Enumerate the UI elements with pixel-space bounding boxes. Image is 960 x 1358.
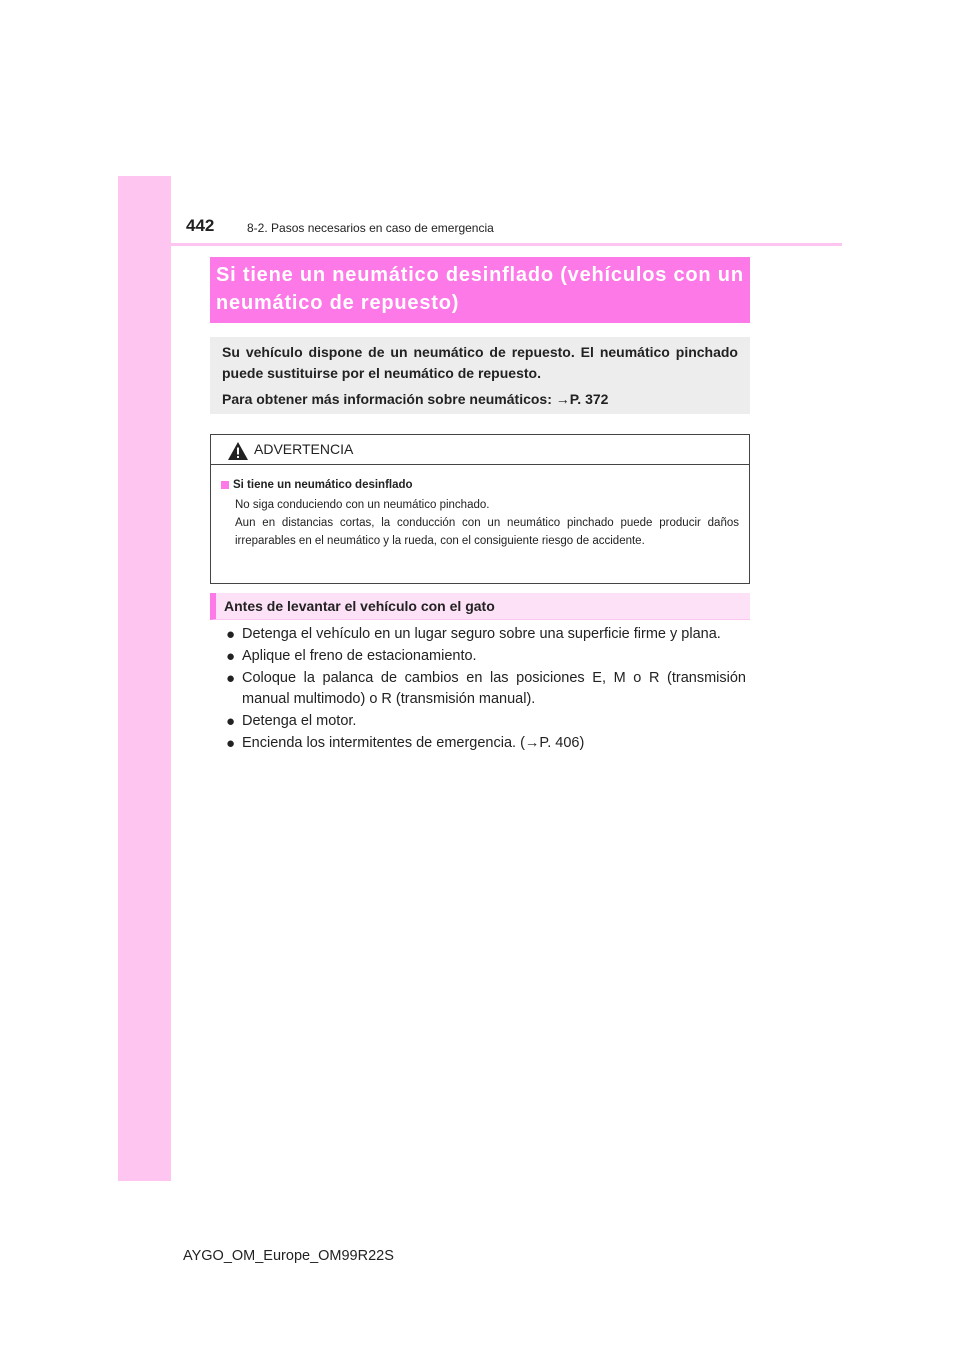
list-item [226, 624, 746, 645]
section-heading [210, 593, 750, 620]
list-item [226, 733, 746, 754]
list-item-text: Coloque la palanca de cambios en las posiciones E, M o R (transmisión manual multimodo) o R (transmisión manual). [242, 670, 746, 707]
title-box [210, 257, 750, 323]
intro-reference: Para obtener más información sobre neumáticos: →P. 372 [222, 391, 609, 407]
warning-triangle-icon [227, 441, 249, 461]
warning-label: ADVERTENCIA [254, 441, 354, 457]
steps-list [226, 624, 746, 755]
intro-text: Su vehículo dispone de un neumático de repuesto. El neumático pinchado puede sustituirse por el neumático de repuesto. [222, 344, 738, 381]
square-bullet-icon [221, 481, 229, 489]
warning-item-title [221, 477, 739, 493]
bullet-icon: ● [226, 626, 236, 643]
bullet-icon: ● [226, 735, 236, 752]
list-item [226, 668, 746, 710]
bullet-icon: ● [226, 670, 236, 687]
list-item [226, 646, 746, 667]
list-item-text: Aplique el freno de estacionamiento. [242, 648, 477, 664]
footer-doc-id: AYGO_OM_Europe_OM99R22S [183, 1248, 394, 1264]
warning-text-1: No siga conduciendo con un neumático pinchado. [235, 499, 490, 511]
header-rule [118, 243, 842, 246]
warning-header [211, 435, 749, 465]
intro-box [210, 337, 750, 414]
warning-body [211, 465, 749, 550]
list-item-text: Encienda los intermitentes de emergencia. (→P. 406) [242, 735, 585, 751]
section-heading-text: Antes de levantar el vehículo con el gato [224, 598, 495, 614]
chapter-title: 8-2. Pasos necesarios en caso de emergencia [247, 221, 494, 235]
warning-text-2: Aun en distancias cortas, la conducción con un neumático pinchado puede producir daños irreparables en el neumático y la rueda, con el consiguiente riesgo de accidente. [235, 517, 739, 547]
list-item-text: Detenga el motor. [242, 713, 357, 729]
warning-item-title-text: Si tiene un neumático desinflado [233, 479, 413, 491]
list-item-text: Detenga el vehículo en un lugar seguro sobre una superficie firme y plana. [242, 626, 721, 642]
page-number: 442 [186, 216, 215, 235]
bullet-icon: ● [226, 648, 236, 665]
page-title: Si tiene un neumático desinflado (vehículos con un neumático de repuesto) [216, 264, 744, 314]
list-item [226, 711, 746, 732]
side-band [118, 176, 171, 1181]
bullet-icon: ● [226, 713, 236, 730]
warning-box [210, 434, 750, 584]
